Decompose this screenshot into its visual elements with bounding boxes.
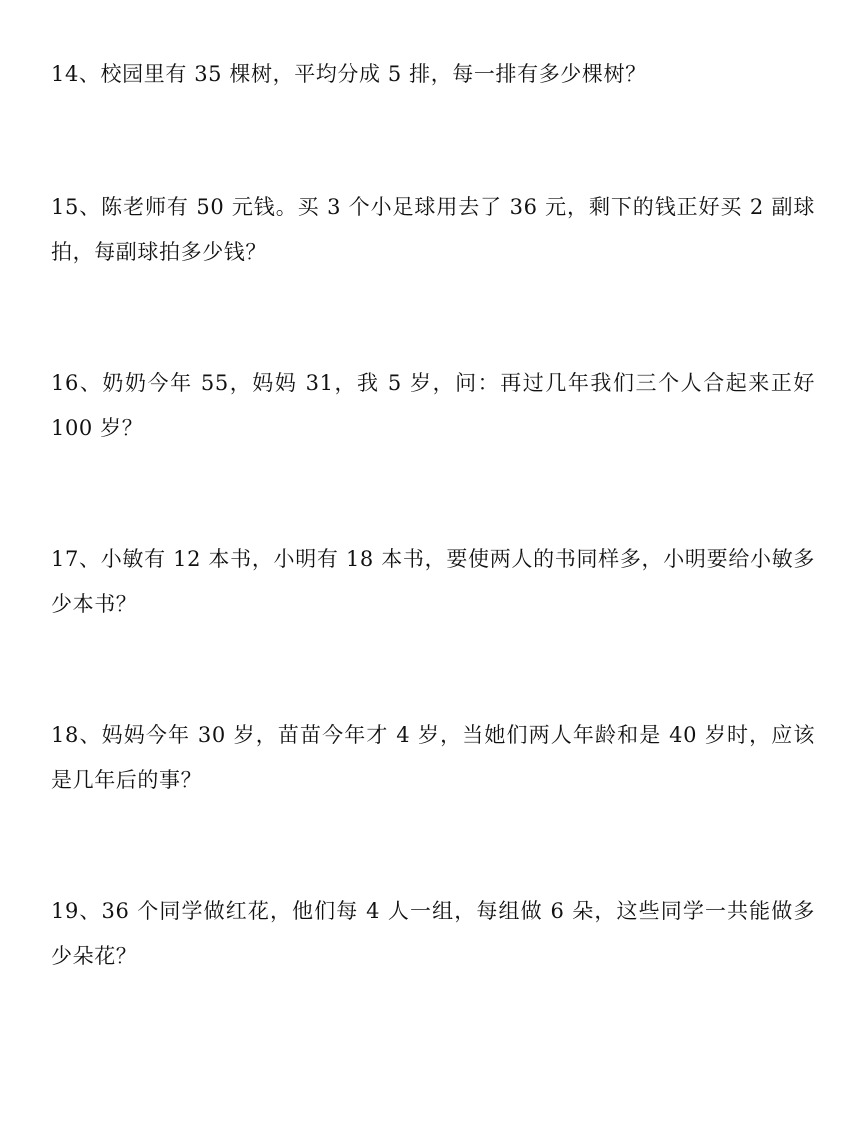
question-18: 18、妈妈今年 30 岁，苗苗今年才 4 岁，当她们两人年龄和是 40 岁时，应该是几年后的事？: [51, 723, 815, 792]
question-16: 16、奶奶今年 55，妈妈 31，我 5 岁，问：再过几年我们三个人合起来正好 100 岁？: [51, 371, 815, 440]
question-19: 19、36 个同学做红花，他们每 4 人一组，每组做 6 朵，这些同学一共能做多少朵花？: [51, 899, 815, 968]
question-14: 14、校园里有 35 棵树，平均分成 5 排，每一排有多少棵树？: [51, 62, 647, 86]
question-17: 17、小敏有 12 本书，小明有 18 本书，要使两人的书同样多，小明要给小敏多少本书？: [51, 547, 815, 616]
question-15: 15、陈老师有 50 元钱。买 3 个小足球用去了 36 元，剩下的钱正好买 2 副球拍，每副球拍多少钱？: [51, 195, 815, 264]
